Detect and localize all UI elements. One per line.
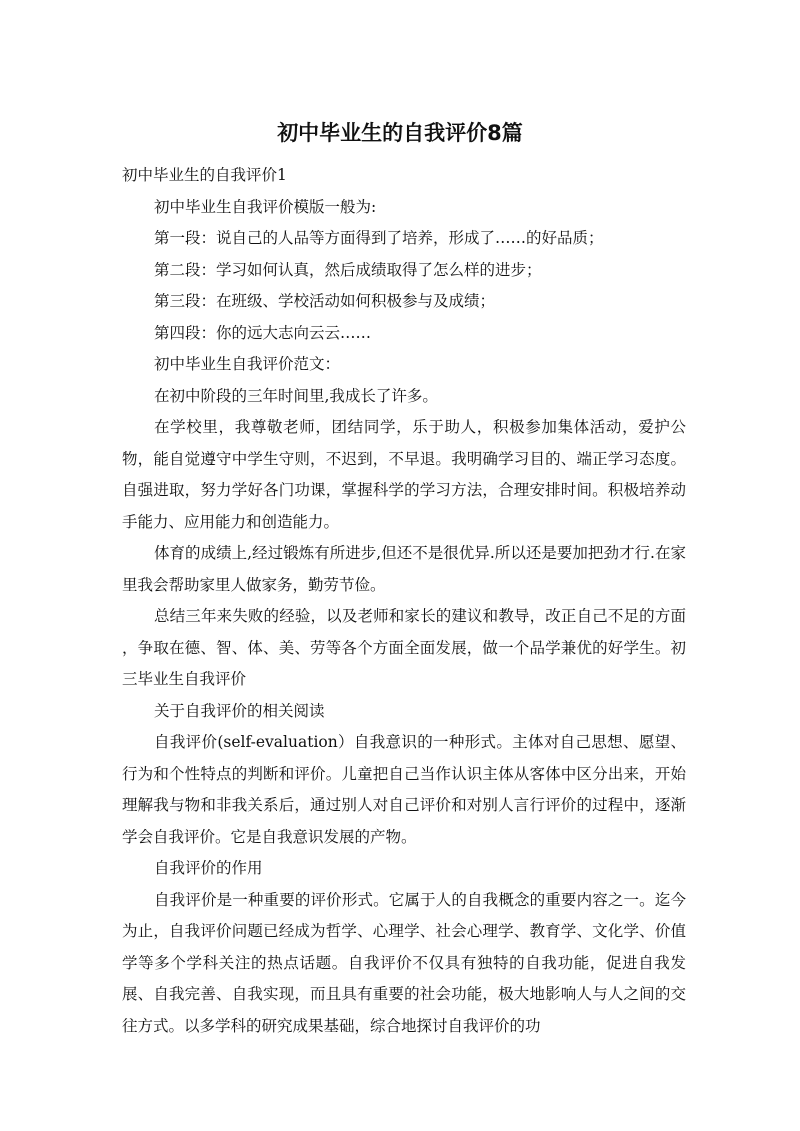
paragraph: 在初中阶段的三年时间里,我成长了许多。 [154, 386, 438, 405]
paragraph: 第二段：学习如何认真，然后成绩取得了怎么样的进步； [154, 260, 542, 279]
document-body [122, 160, 686, 1042]
paragraph: 第三段：在班级、学校活动如何积极参与及成绩； [154, 292, 496, 310]
paragraph: 自我评价是一种重要的评价形式。它属于人的自我概念的重要内容之一。迄今为止，自我评价问题已经成为哲学、心理学、社会心理学、教育学、文化学、价值学等多个学科关注的热点话题。自我评价不仅具有独特的自我功能，促进自我发展、自我完善、自我实现，而且具有重要的社会功能，极大地影响人与人之间的交往方式。以多学科的研究成果基础，综合地探讨自我评价的功 [122, 890, 686, 1035]
paragraph: 在学校里，我尊敬老师，团结同学，乐于助人，积极参加集体活动，爱护公物，能自觉遵守中学生守则，不迟到，不早退。我明确学习目的、端正学习态度。自强进取，努力学好各门功课，掌握科学的学习方法，合理安排时间。积极培养动手能力、应用能力和创造能力。 [122, 418, 686, 531]
paragraph: 体育的成绩上,经过锻炼有所进步,但还不是很优异.所以还是要加把劲才行.在家里我会帮助家里人做家务，勤劳节俭。 [122, 544, 686, 594]
paragraph: 自我评价的作用 [154, 859, 263, 877]
paragraph: 第四段：你的远大志向云云…… [154, 323, 372, 342]
paragraph: 总结三年来失败的经验，以及老师和家长的建议和教导，改正自己不足的方面 ，争取在德、智、体、美、劳等各个方面全面发展，做一个品学兼优的好学生。初三毕业生自我评价 [122, 607, 686, 688]
paragraph: 初中毕业生自我评价范文： [154, 355, 341, 373]
paragraph: 自我评价(self-evaluation）自我意识的一种形式。主体对自己思想、愿望、行为和个性特点的判断和评价。儿童把自己当作认识主体从客体中区分出来，开始理解我与物和非我关系后，通过别人对自己评价和对别人言行评价的过程中，逐渐学会自我评价。它是自我意识发展的产物。 [122, 733, 686, 846]
paragraph: 关于自我评价的相关阅读 [154, 701, 325, 720]
document-title: 初中毕业生的自我评价8篇 [277, 121, 523, 145]
paragraph: 初中毕业生自我评价模版一般为: [154, 197, 377, 216]
paragraph: 第一段：说自己的人品等方面得到了培养，形成了……的好品质； [154, 229, 604, 247]
paragraph: 初中毕业生的自我评价1 [122, 166, 287, 184]
